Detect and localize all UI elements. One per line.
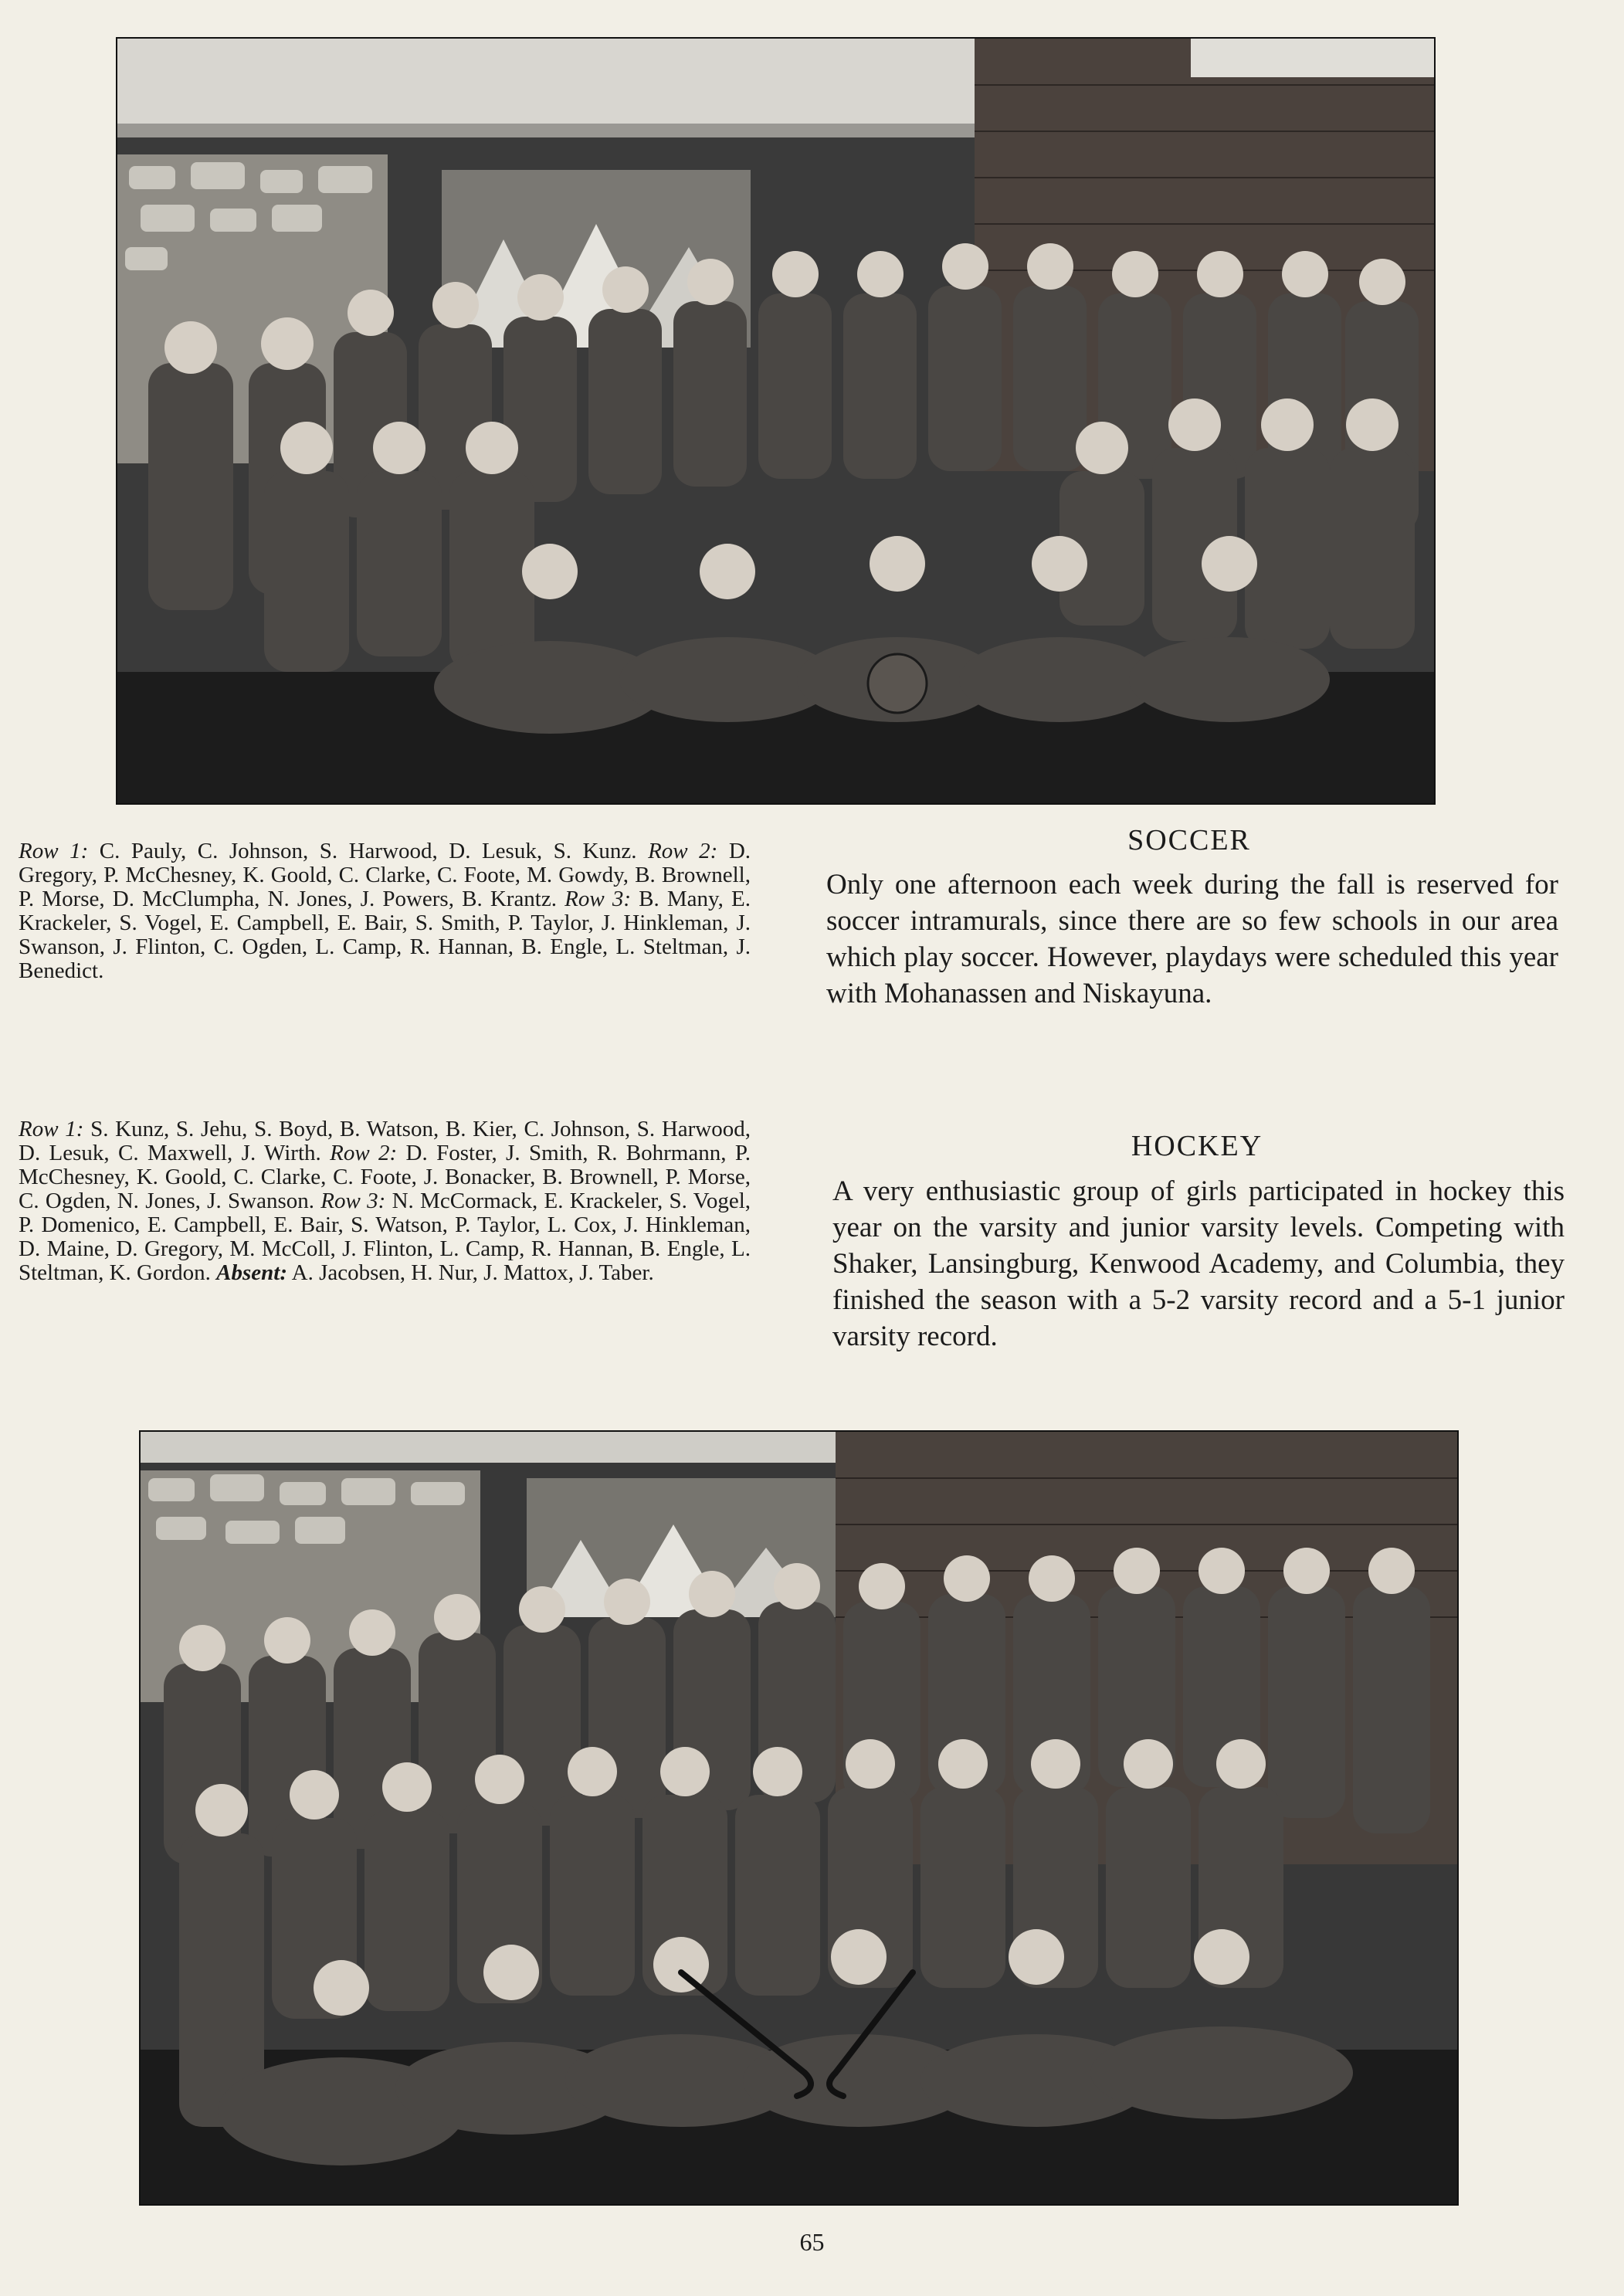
caption-row-label: Row 1: <box>19 1117 84 1141</box>
caption-absent-label: Absent: <box>216 1260 287 1285</box>
caption-absent-names: A. Jacobsen, H. Nur, J. Mattox, J. Taber. <box>287 1260 654 1285</box>
caption-row-label: Row 3: <box>320 1189 386 1213</box>
caption-row-label: Row 1: <box>19 839 89 863</box>
soccer-paragraph: Only one afternoon each week during the fall is reserved for soccer intramurals, since there are so few schools in our area which play soccer. However, playdays were scheduled this year with Mohanassen and Niskayuna. <box>826 869 1558 1009</box>
hockey-photo-caption <box>19 1117 751 1285</box>
caption-row-names: D. Gregory, P. McChesney, K. Goold, C. Clarke, C. Foote, M. Gowdy, B. Brownell, P. Morse, D. McClumpha, N. Jones, J. Powers, B. Krantz. <box>19 839 751 911</box>
caption-row-names: N. McCormack, E. Krackeler, S. Vogel, P. Domenico, E. Campbell, E. Bair, S. Watson, P. Taylor, L. Cox, J. Hinkleman, D. Maine, D. Gregory, M. McColl, J. Flinton, L. Camp, R. Hannan, B. Engle, L. Steltman, K. Gordon. <box>19 1189 751 1285</box>
caption-row-label: Row 3: <box>565 887 631 911</box>
hockey-paragraph: A very enthusiastic group of girls participated in hockey this year on the varsity and junior varsity levels. Competing with Shaker, Lansingburg, Kenwood Academy, and Columbia, they finished the season with a 5-2 varsity record and a 5-1 junior varsity record. <box>832 1175 1565 1352</box>
soccer-heading: SOCCER <box>1127 824 1251 856</box>
caption-row-label: Row 2: <box>330 1141 398 1165</box>
caption-row-label: Row 2: <box>648 839 718 863</box>
soccer-team-photo <box>116 37 1436 805</box>
hockey-team-photo <box>139 1430 1459 2206</box>
caption-row-names: D. Foster, J. Smith, R. Bohrmann, P. McChesney, K. Goold, C. Clarke, C. Foote, J. Bonacker, B. Brownell, P. Morse, C. Ogden, N. Jones, J. Swanson. <box>19 1141 751 1213</box>
page-number: 65 <box>799 2228 825 2256</box>
hockey-heading: HOCKEY <box>1131 1130 1263 1162</box>
caption-row-names: C. Pauly, C. Johnson, S. Harwood, D. Lesuk, S. Kunz. <box>88 839 649 863</box>
caption-row-names: B. Many, E. Krackeler, S. Vogel, E. Campbell, E. Bair, S. Smith, P. Taylor, J. Hinkleman, J. Swanson, J. Flinton, C. Ogden, L. Camp, R. Hannan, B. Engle, L. Steltman, J. Benedict. <box>19 887 751 983</box>
soccer-photo-caption <box>19 839 751 983</box>
caption-row-names: S. Kunz, S. Jehu, S. Boyd, B. Watson, B. Kier, C. Johnson, S. Harwood, D. Lesuk, C. Maxwell, J. Wirth. <box>19 1117 751 1165</box>
